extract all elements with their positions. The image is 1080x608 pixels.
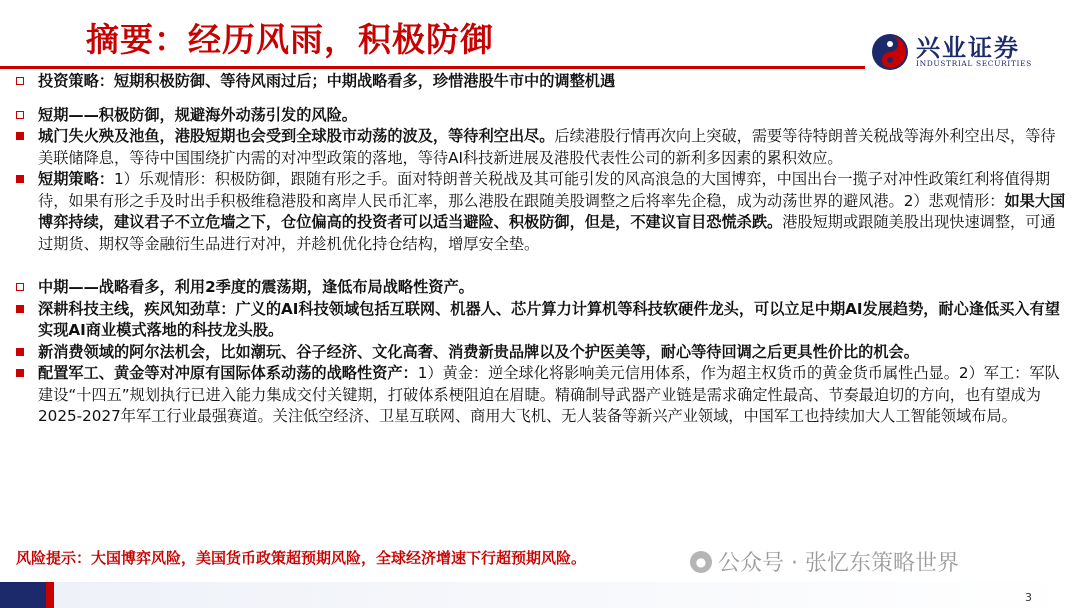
logo-english-text: INDUSTRIAL SECURITIES (916, 59, 1032, 68)
solid-square-bullet-icon (16, 348, 24, 356)
item-body-text: 1）黄金：逆全球化将影响美元信用体系，作为超主权货币的黄金货币属性凸显。2）军工：军队建设“十四五”规划执行已进入能力集成交付关键期，打破体系梗阻迫在眉睫。精确制导武器产业链是需求确定性最高、节奏最迫切的方向，也有望成为2025-2027年军工行业最强赛道。关注低空经济、卫星互联网、商用大飞机、无人装备等新兴产业领域，中国军工也持续加大人工智能领域布局。 (38, 364, 1060, 425)
solid-square-bullet-icon (16, 305, 24, 313)
item-bold-text: 新消费领域的阿尔法机会，比如潮玩、谷子经济、文化高奢、消费新贵品牌以及个护医美等，耐心等待回调之后更具性价比的机会。 (38, 342, 919, 361)
item-bold-text: 短期——积极防御，规避海外动荡引发的风险。 (38, 105, 357, 124)
hollow-square-bullet-icon (16, 283, 24, 291)
item-body-text-2: 港股短期或跟随美股出现快速调整，可通过期货、期权等金融衍生品进行对冲，并趁机优化持仓结构，增厚安全垫。 (38, 213, 1056, 253)
list-item-consumption (16, 342, 1066, 364)
list-item-mid-term (16, 277, 1066, 299)
footer-bar (0, 582, 1080, 608)
item-bold-text-2: 如果大国博弈持续，建议君子不立危墙之下，仓位偏高的投资者可以适当避险、积极防御，但是，不建议盲目恐慌杀跌。 (38, 191, 1066, 231)
list-item-military-gold (16, 363, 1066, 428)
risk-warning: 风险提示：大国博弈风险，美国货币政策超预期风险，全球经济增速下行超预期风险。 (16, 549, 587, 567)
page-title: 摘要：经历风雨，积极防御 (86, 20, 494, 59)
item-body-text: 广义的AI科技领域包括互联网、机器人、芯片算力计算机等科技软硬件龙头，可以立足中期AI发展趋势，耐心逢低买入有望实现AI商业模式落地的科技龙头股。 (38, 299, 1060, 339)
hollow-square-bullet-icon (16, 111, 24, 119)
solid-square-bullet-icon (16, 132, 24, 140)
item-bold-text: 中期——战略看多，利用2季度的震荡期，逢低布局战略性资产。 (38, 278, 474, 296)
company-logo (870, 28, 1070, 72)
list-item-investment-strategy (16, 71, 1066, 93)
summary-content (16, 71, 1066, 428)
solid-square-bullet-icon (16, 369, 24, 377)
list-item-short-term-strategy (16, 169, 1066, 255)
item-bold-text: 配置军工、黄金等对冲原有国际体系动荡的战略性资产： (38, 364, 418, 382)
item-bold-text: 城门失火殃及池鱼，港股短期也会受到全球股市动荡的波及，等待利空出尽。 (38, 127, 555, 145)
item-body-text: 1）乐观情形：积极防御，跟随有形之手。面对特朗普关税战及其可能引发的风高浪急的大国博弈，中国出台一揽子对冲性政策红利将值得期待，如果有形之手及时出手积极维稳港股和离岸人民币汇率，那么港股在跟随美股调整之后将率先企稳，成为动荡世界的避风港。2）悲观情形： (38, 170, 1051, 210)
wechat-icon: ● (690, 551, 712, 573)
watermark (690, 546, 959, 577)
hollow-square-bullet-icon (16, 77, 24, 85)
watermark-text: 公众号 · 张忆东策略世界 (718, 551, 959, 576)
list-item-tech (16, 299, 1066, 342)
list-item-short-term-detail (16, 126, 1066, 169)
logo-chinese-text: 兴业证券 (916, 33, 1020, 62)
item-body-text: 后续港股行情再次向上突破，需要等待特朗普关税战等海外利空出尽，等待美联储降息，等待中国围绕扩内需的对冲型政策的落地，等待AI科技新进展及港股代表性公司的新利多因素的累积效应。 (38, 127, 1056, 167)
footer-brand-block (0, 582, 46, 608)
footer-accent-block (46, 582, 54, 608)
solid-square-bullet-icon (16, 175, 24, 183)
page-number: 3 (1025, 591, 1032, 604)
item-bold-text: 短期策略： (38, 170, 114, 188)
item-bold-text: 投资策略：短期积极防御、等待风雨过后；中期战略看多，珍惜港股牛市中的调整机遇 (38, 72, 616, 90)
item-bold-text: 深耕科技主线，疾风知劲草： (38, 299, 236, 318)
list-item-short-term (16, 105, 1066, 127)
logo-mark-icon (870, 32, 910, 72)
title-divider (0, 66, 865, 69)
